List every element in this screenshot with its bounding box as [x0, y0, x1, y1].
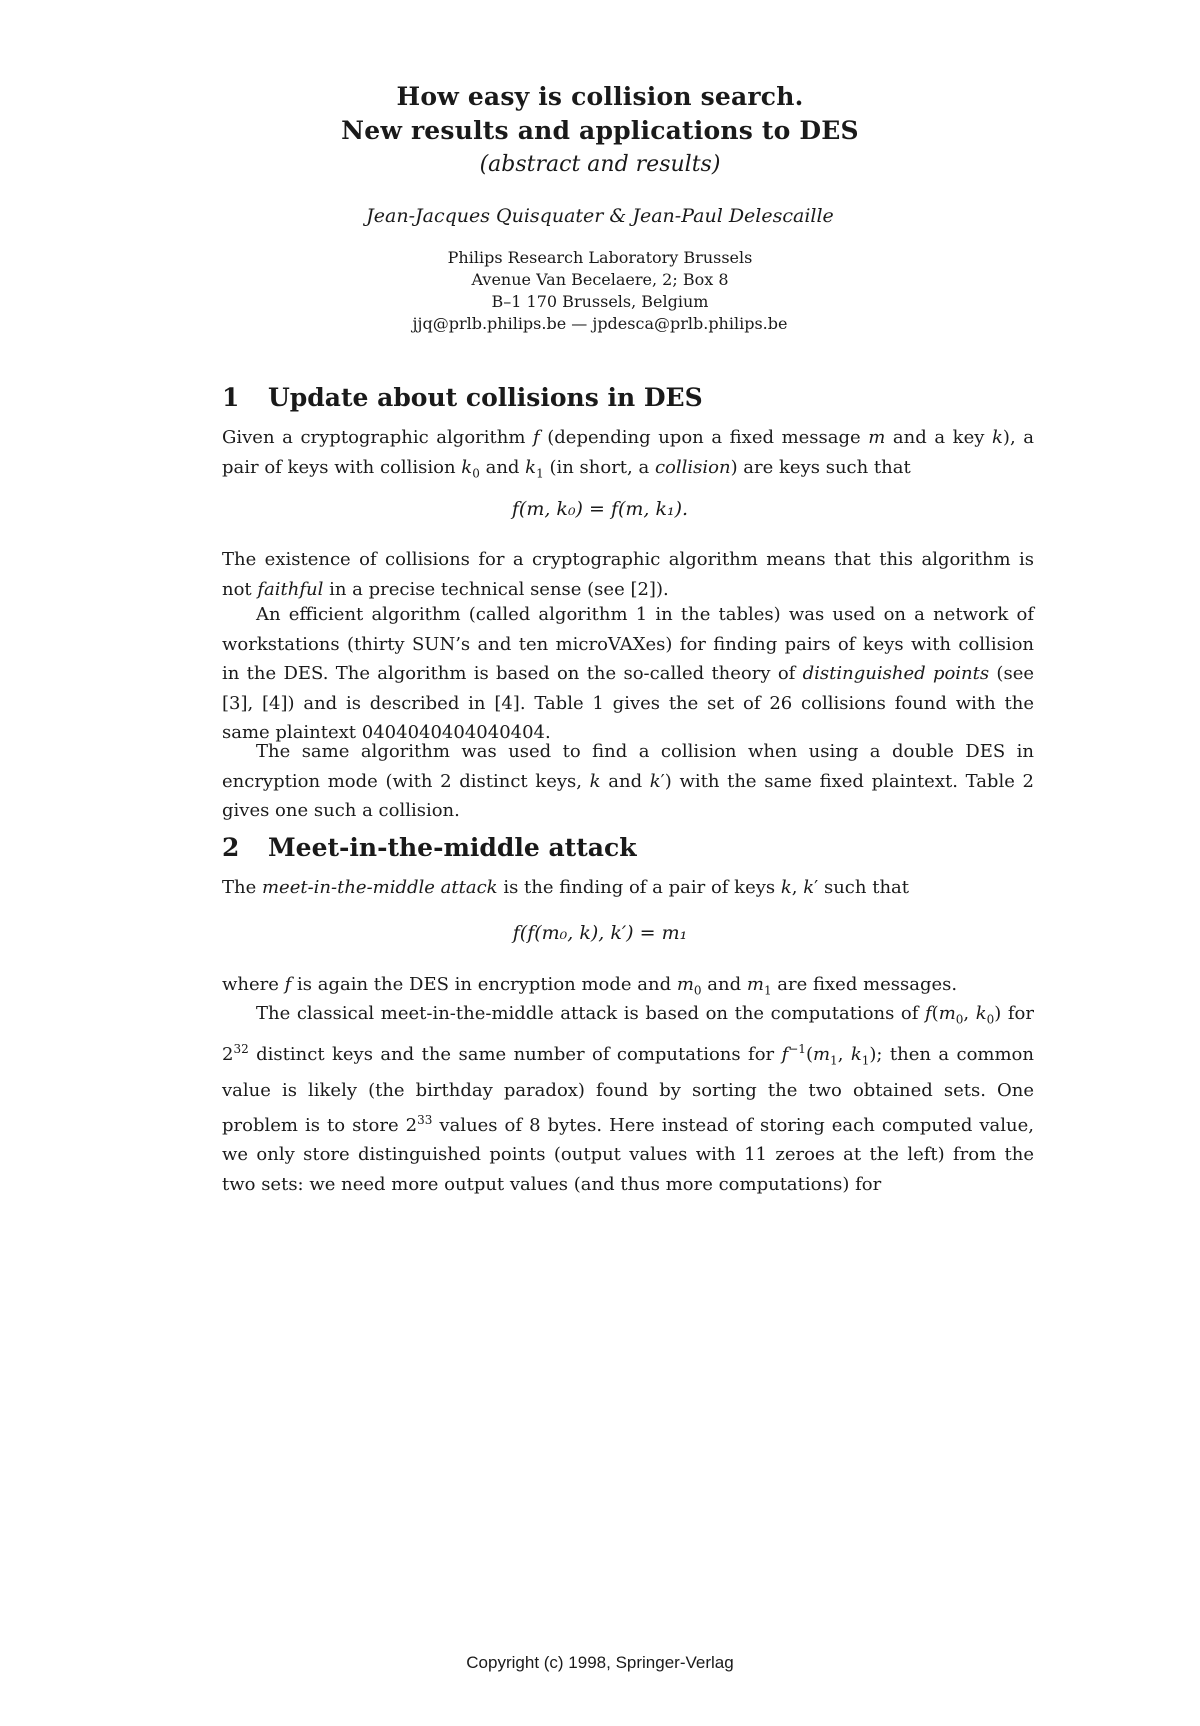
section-1-paragraph-3: An efficient algorithm (called algorithm 1 in the tables) was used on a network of workstations (thirty SUN’s and ten microVAXes) for finding pairs of keys with collision in the DES. The algorithm is based on the so-called theory of distinguished points (see [3], [4]) and is described in [4]. Table 1 gives the set of 26 collisions found with the same plaintext 0404040404040404. [222, 604, 1034, 743]
equation-collision: f(m, k₀) = f(m, k₁). [511, 498, 689, 520]
affiliation-emails: jjq@prlb.philips.be — jpdesca@prlb.philips.be [412, 314, 788, 333]
equation-meet-in-the-middle: f(f(m₀, k), k′) = m₁ [512, 922, 688, 944]
section-title: Meet-in-the-middle attack [268, 833, 637, 862]
affiliation-line: Philips Research Laboratory Brussels [447, 248, 753, 267]
section-number: 2 [222, 833, 240, 862]
paper-authors: Jean-Jacques Quisquater & Jean-Paul Delescaille [366, 205, 834, 227]
affiliation-block [0, 247, 1200, 335]
section-title: Update about collisions in DES [268, 383, 703, 412]
affiliation-line: Avenue Van Becelaere, 2; Box 8 [471, 270, 729, 289]
affiliation-line: B–1 170 Brussels, Belgium [491, 292, 709, 311]
section-2-paragraph-2: where f is again the DES in encryption mode and $m_0$ and $m_1$ are fixed messages. [222, 974, 958, 998]
section-1-paragraph-4: The same algorithm was used to find a collision when using a double DES in encryption mode (with 2 distinct keys, k and k′) with the same fixed plaintext. Table 2 gives one such a collision. [222, 741, 1034, 821]
paper-title-line-2: New results and applications to DES [341, 116, 859, 145]
section-1-paragraph-2: The existence of collisions for a cryptographic algorithm means that this algorithm is not faithful in a precise technical sense (see [2]). [222, 549, 1034, 600]
section-2-paragraph-3: The classical meet-in-the-middle attack is based on the computations of $f(m_0$, $k_0$) for $2^{32}$ distinct keys and the same number of computations for $f^{-1}(m_1$, $k_1$); then a common value is likely (the birthday paradox) found by sorting the two obtained sets. One problem is to store $2^{33}$ values of 8 bytes. Here instead of storing each computed value, we only store distinguished points (output values with 11 zeroes at the left) from the two sets: we need more output values (and thus more computations) for [222, 1003, 1034, 1195]
copyright-footer: Copyright (c) 1998, Springer-Verlag [466, 1653, 734, 1672]
section-1-heading [222, 383, 703, 412]
paper-title-line-1: How easy is collision search. [396, 82, 804, 111]
section-2-paragraph-1: The meet-in-the-middle attack is the finding of a pair of keys k, k′ such that [222, 877, 909, 898]
section-1-paragraph-1: Given a cryptographic algorithm f (depending upon a fixed message m and a key k), a pair of keys with collision $k_0$ and $k_1$ (in short, a collision) are keys such that [222, 427, 1034, 481]
paper-subtitle: (abstract and results) [479, 152, 721, 177]
section-2-heading [222, 833, 637, 862]
section-number: 1 [222, 383, 240, 412]
